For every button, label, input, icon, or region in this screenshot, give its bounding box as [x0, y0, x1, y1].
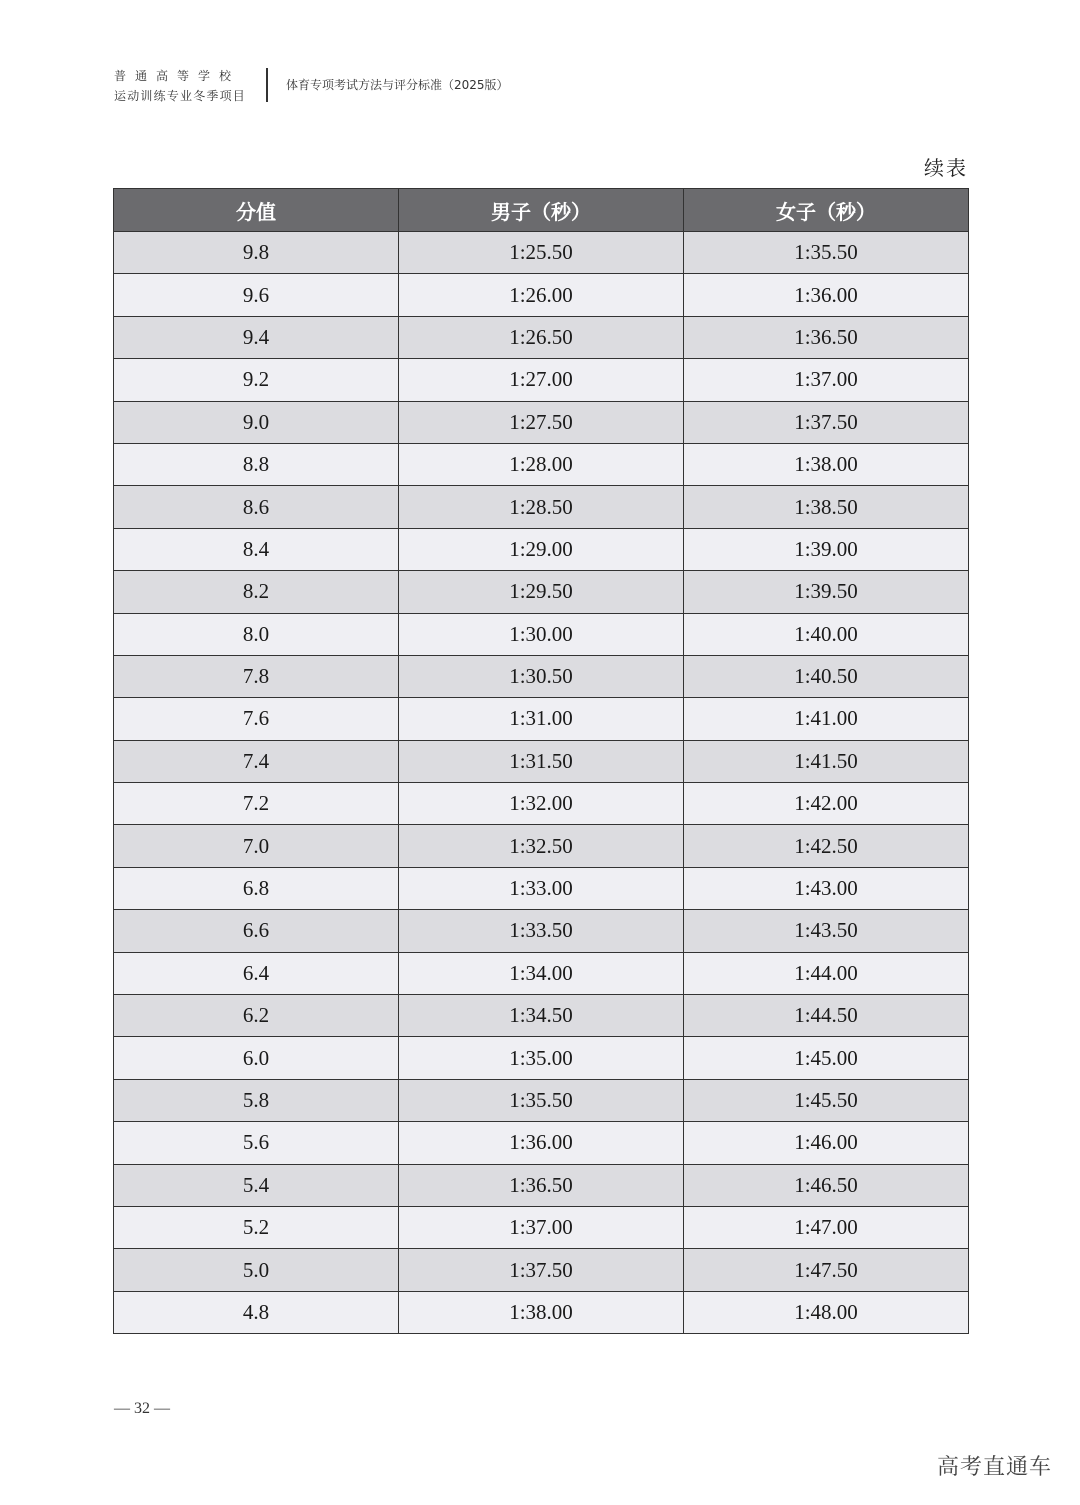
cell-male-time: 1:36.00: [399, 1122, 684, 1164]
cell-score: 5.4: [114, 1164, 399, 1206]
table-row: [114, 232, 969, 274]
cell-score: 7.2: [114, 783, 399, 825]
table-row: [114, 952, 969, 994]
cell-female-time: 1:35.50: [684, 232, 969, 274]
cell-female-time: 1:41.50: [684, 740, 969, 782]
cell-score: 7.8: [114, 655, 399, 697]
cell-score: 7.0: [114, 825, 399, 867]
header-score: 分值: [114, 189, 399, 232]
cell-female-time: 1:47.00: [684, 1206, 969, 1248]
table-row: [114, 528, 969, 570]
cell-female-time: 1:42.50: [684, 825, 969, 867]
cell-score: 8.4: [114, 528, 399, 570]
table-row: [114, 995, 969, 1037]
table-row: [114, 1122, 969, 1164]
cell-male-time: 1:30.00: [399, 613, 684, 655]
watermark-text: 高考直通车: [936, 1455, 1052, 1480]
cell-female-time: 1:36.00: [684, 274, 969, 316]
cell-male-time: 1:27.50: [399, 401, 684, 443]
cell-male-time: 1:34.50: [399, 995, 684, 1037]
cell-male-time: 1:33.50: [399, 910, 684, 952]
table-row: [114, 359, 969, 401]
cell-female-time: 1:45.50: [684, 1079, 969, 1121]
cell-female-time: 1:39.00: [684, 528, 969, 570]
cell-female-time: 1:41.00: [684, 698, 969, 740]
table-row: [114, 1079, 969, 1121]
table-row: [114, 1249, 969, 1291]
cell-female-time: 1:38.00: [684, 443, 969, 485]
cell-male-time: 1:28.50: [399, 486, 684, 528]
cell-female-time: 1:45.00: [684, 1037, 969, 1079]
table-row: [114, 401, 969, 443]
cell-score: 8.2: [114, 571, 399, 613]
table-row: [114, 486, 969, 528]
cell-score: 7.6: [114, 698, 399, 740]
table-row: [114, 910, 969, 952]
header-male-time: 男子（秒）: [399, 189, 684, 232]
cell-score: 9.2: [114, 359, 399, 401]
header-divider: [266, 68, 268, 102]
cell-female-time: 1:46.00: [684, 1122, 969, 1164]
score-table: [113, 188, 969, 1334]
cell-male-time: 1:30.50: [399, 655, 684, 697]
table-row: [114, 1164, 969, 1206]
cell-female-time: 1:48.00: [684, 1291, 969, 1333]
cell-male-time: 1:34.00: [399, 952, 684, 994]
table-row: [114, 825, 969, 867]
cell-score: 5.0: [114, 1249, 399, 1291]
cell-female-time: 1:44.00: [684, 952, 969, 994]
cell-male-time: 1:38.00: [399, 1291, 684, 1333]
header-line-1: 普通高等学校: [114, 69, 241, 83]
table-row: [114, 1291, 969, 1333]
cell-female-time: 1:46.50: [684, 1164, 969, 1206]
cell-score: 9.8: [114, 232, 399, 274]
page-number: — 32 —: [114, 1400, 170, 1417]
cell-female-time: 1:37.00: [684, 359, 969, 401]
cell-female-time: 1:36.50: [684, 316, 969, 358]
cell-score: 6.4: [114, 952, 399, 994]
cell-score: 6.2: [114, 995, 399, 1037]
cell-male-time: 1:29.00: [399, 528, 684, 570]
table-header-row: [114, 189, 969, 232]
cell-female-time: 1:39.50: [684, 571, 969, 613]
cell-female-time: 1:43.00: [684, 867, 969, 909]
cell-score: 8.0: [114, 613, 399, 655]
header-document-title: 体育专项考试方法与评分标准（2025版）: [286, 78, 509, 92]
cell-score: 9.4: [114, 316, 399, 358]
cell-male-time: 1:35.00: [399, 1037, 684, 1079]
cell-female-time: 1:47.50: [684, 1249, 969, 1291]
cell-score: 6.8: [114, 867, 399, 909]
table-row: [114, 613, 969, 655]
cell-score: 7.4: [114, 740, 399, 782]
cell-female-time: 1:40.50: [684, 655, 969, 697]
table-row: [114, 571, 969, 613]
header-book-title: [114, 66, 260, 106]
header-line-2: 运动训练专业冬季项目: [114, 89, 247, 103]
cell-female-time: 1:37.50: [684, 401, 969, 443]
cell-male-time: 1:28.00: [399, 443, 684, 485]
cell-male-time: 1:25.50: [399, 232, 684, 274]
cell-score: 5.6: [114, 1122, 399, 1164]
header-female-time: 女子（秒）: [684, 189, 969, 232]
cell-female-time: 1:40.00: [684, 613, 969, 655]
cell-female-time: 1:38.50: [684, 486, 969, 528]
cell-score: 9.0: [114, 401, 399, 443]
table-row: [114, 1206, 969, 1248]
table-body: [114, 232, 969, 1334]
cell-score: 5.8: [114, 1079, 399, 1121]
cell-male-time: 1:29.50: [399, 571, 684, 613]
cell-male-time: 1:26.50: [399, 316, 684, 358]
table-row: [114, 443, 969, 485]
cell-score: 8.6: [114, 486, 399, 528]
table-row: [114, 655, 969, 697]
cell-score: 8.8: [114, 443, 399, 485]
cell-score: 5.2: [114, 1206, 399, 1248]
cell-female-time: 1:44.50: [684, 995, 969, 1037]
cell-score: 6.6: [114, 910, 399, 952]
cell-male-time: 1:33.00: [399, 867, 684, 909]
cell-female-time: 1:43.50: [684, 910, 969, 952]
table-row: [114, 1037, 969, 1079]
continued-table-label: 续表: [924, 156, 968, 180]
cell-male-time: 1:26.00: [399, 274, 684, 316]
cell-female-time: 1:42.00: [684, 783, 969, 825]
cell-score: 4.8: [114, 1291, 399, 1333]
cell-score: 9.6: [114, 274, 399, 316]
cell-male-time: 1:31.00: [399, 698, 684, 740]
cell-male-time: 1:36.50: [399, 1164, 684, 1206]
table-row: [114, 740, 969, 782]
cell-male-time: 1:27.00: [399, 359, 684, 401]
cell-male-time: 1:37.00: [399, 1206, 684, 1248]
cell-score: 6.0: [114, 1037, 399, 1079]
cell-male-time: 1:32.50: [399, 825, 684, 867]
table-row: [114, 274, 969, 316]
table-row: [114, 867, 969, 909]
cell-male-time: 1:37.50: [399, 1249, 684, 1291]
table-row: [114, 698, 969, 740]
cell-male-time: 1:35.50: [399, 1079, 684, 1121]
table-row: [114, 783, 969, 825]
cell-male-time: 1:31.50: [399, 740, 684, 782]
table-row: [114, 316, 969, 358]
cell-male-time: 1:32.00: [399, 783, 684, 825]
